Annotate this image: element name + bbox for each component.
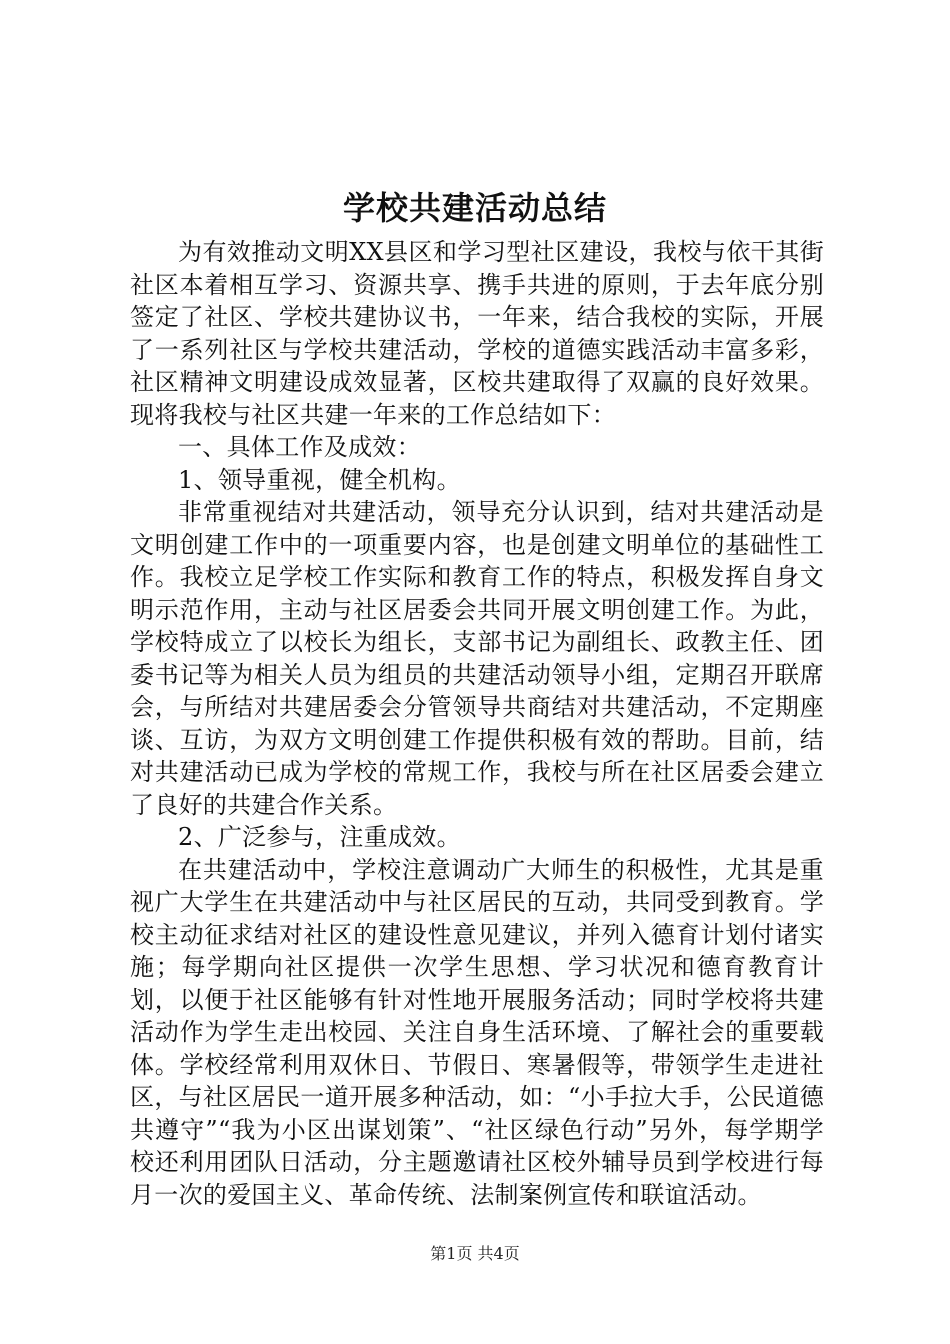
participation-paragraph: 在共建活动中，学校注意调动广大师生的积极性，尤其是重视广大学生在共建活动中与社区居民的互动，共同受到教育。学校主动征求结对社区的建设性意见建议，并列入德育计划付诸实施；每学期向社区提供一次学生思想、学习状况和德育教育计划，以便于社区能够有针对性地开展服务活动；同时学校将共建活动作为学生走出校园、关注自身生活环境、了解社会的重要载体。学校经常利用双休日、节假日、寒暑假等，带领学生走进社区，与社区居民一道开展多种活动，如：“小手拉大手，公民道德共遵守”“我为小区出谋划策”、“社区绿色行动”另外，每学期学校还利用团队日活动，分主题邀请社区校外辅导员到学校进行每月一次的爱国主义、革命传统、法制案例宣传和联谊活动。	[130, 855, 824, 1209]
subsection-heading-leadership: 1、领导重视，健全机构。	[178, 465, 461, 494]
leadership-paragraph: 非常重视结对共建活动，领导充分认识到，结对共建活动是文明创建工作中的一项重要内容，也是创建文明单位的基础性工作。我校立足学校工作实际和教育工作的特点，积极发挥自身文明示范作用，主动与社区居委会共同开展文明创建工作。为此，学校特成立了以校长为组长，支部书记为副组长、政教主任、团委书记等为相关人员为组员的共建活动领导小组，定期召开联席会，与所结对共建居委会分管领导共商结对共建活动，不定期座谈、互访，为双方文明创建工作提供积极有效的帮助。目前，结对共建活动已成为学校的常规工作，我校与所在社区居委会建立了良好的共建合作关系。	[130, 498, 824, 819]
document-body	[130, 236, 824, 1211]
intro-paragraph: 为有效推动文明XX县区和学习型社区建设，我校与依干其街社区本着相互学习、资源共享、携手共进的原则，于去年底分别签定了社区、学校共建协议书，一年来，结合我校的实际，开展了一系列社区与学校共建活动，学校的道德实践活动丰富多彩，社区精神文明建设成效显著，区校共建取得了双赢的良好效果。现将我校与社区共建一年来的工作总结如下：	[130, 238, 824, 429]
document-title: 学校共建活动总结	[342, 189, 607, 227]
subsection-heading-participation: 2、广泛参与，注重成效。	[178, 823, 461, 851]
page-footer: 第1页 共4页	[430, 1244, 520, 1263]
section-heading-results: 一、具体工作及成效：	[178, 433, 421, 461]
